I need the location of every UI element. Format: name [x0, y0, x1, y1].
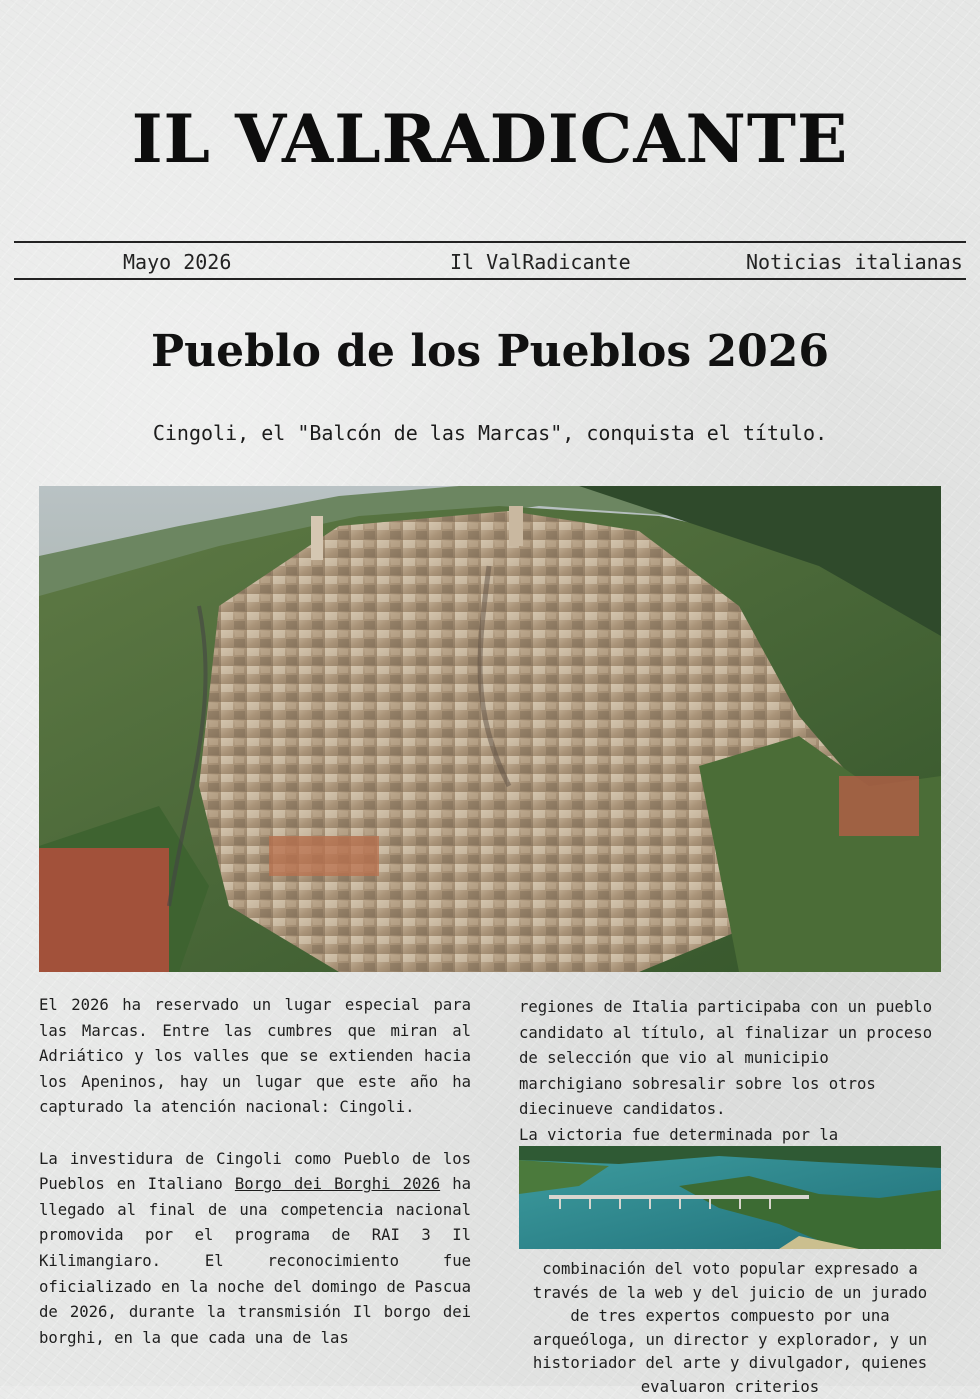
article-headline: Pueblo de los Pueblos 2026: [151, 326, 829, 377]
article-subheadline: Cingoli, el "Balcón de las Marcas", conquista el título.: [152, 421, 828, 445]
article-column-right-continued: [519, 1258, 941, 1399]
article-paragraph: regiones de Italia participaba con un pueblo candidato al título, al finalizar un proceso de selección que vio al municipio marchigiano sobresalir sobre los otros diecinueve candidatos.: [519, 998, 933, 1119]
aerial-town-illustration: [39, 486, 941, 972]
bottom-rule: [14, 278, 966, 280]
lake-bridge-photo: [519, 1146, 941, 1249]
article-column-left: [39, 993, 471, 1351]
top-rule: [14, 241, 966, 243]
article-paragraph: combinación del voto popular expresado a través de la web y del juicio de un jurado de tres expertos compuesto por una arqueóloga, un director y explorador, y un historiador del arte y divulgador, quienes evaluaron criterios: [532, 1260, 928, 1396]
article-text: La investidura de Cingoli como Pueblo de los Pueblos en Italiano: [39, 1149, 471, 1194]
article-paragraph: La victoria fue determinada por la: [519, 1125, 839, 1144]
article-paragraph: [39, 1147, 471, 1352]
masthead-title: IL VALRADICANTE: [131, 100, 849, 178]
article-text: ha llegado al final de una competencia nacional promovida por el programa de RAI 3 Il Kilimangiaro. El reconocimiento fue oficializado en la noche del domingo de Pascua de 2026, durante la transmisión Il borgo dei borghi, en la que cada una de las: [39, 1175, 472, 1347]
dateline-publication: Il ValRadicante: [450, 250, 631, 274]
borgo-dei-borghi-link[interactable]: Borgo dei Borghi 2026: [234, 1175, 441, 1194]
aerial-town-photo: [39, 486, 941, 972]
lake-bridge-illustration: [519, 1146, 941, 1249]
dateline-date: Mayo 2026: [123, 250, 232, 274]
dateline-section: Noticias italianas: [746, 250, 963, 274]
article-paragraph: El 2026 ha reservado un lugar especial para las Marcas. Entre las cumbres que miran al Adriático y los valles que se extienden hacia los Apeninos, hay un lugar que este año ha capturado la atención nacional: Cingoli.: [39, 996, 471, 1117]
article-column-right: [519, 995, 941, 1149]
